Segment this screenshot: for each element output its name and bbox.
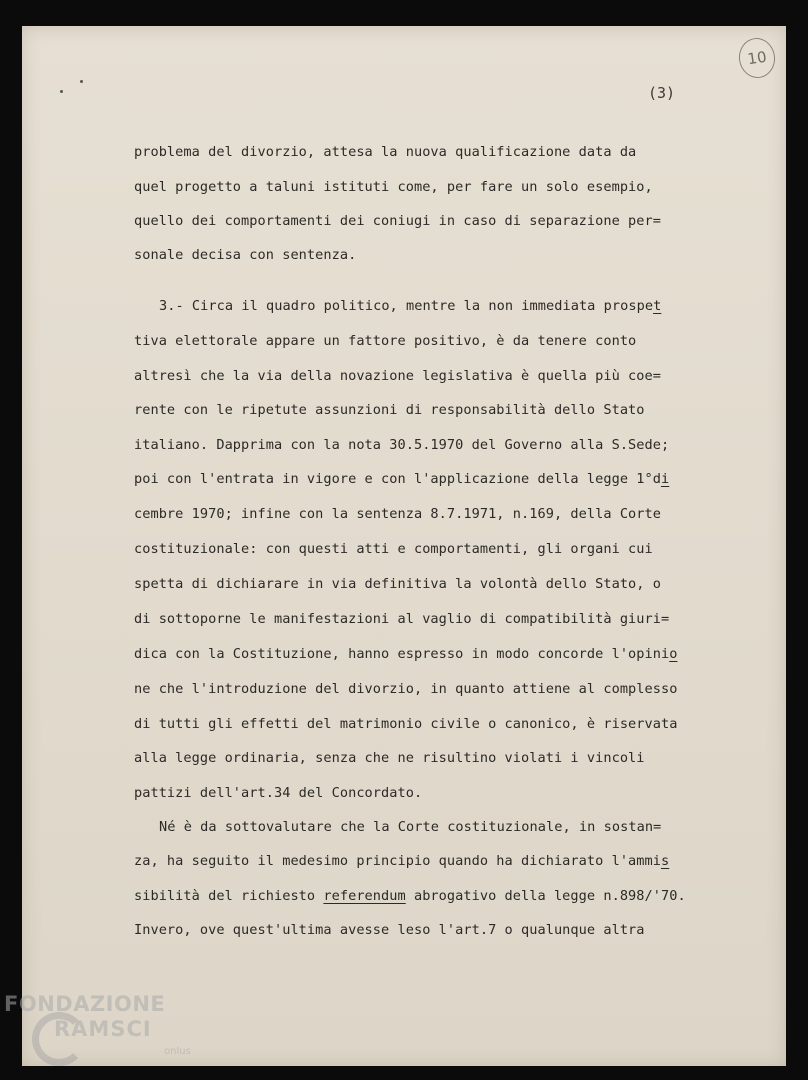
text-line: [134, 333, 636, 349]
text-segment: spetta di dichiarare in via definitiva la volontà dello Stato, o: [134, 576, 661, 592]
text-segment: 3.- Circa il quadro politico, mentre la non immediata prospe: [159, 298, 654, 314]
text-line: [159, 819, 661, 835]
watermark-line: onlus: [164, 1046, 191, 1057]
paper-speck: [80, 80, 83, 83]
text-segment: rente con le ripetute assunzioni di responsabilità dello Stato: [134, 402, 645, 418]
text-line: [134, 576, 661, 592]
text-line: [134, 506, 661, 522]
fondazione-gramsci-watermark: [4, 990, 214, 1076]
text-line: [134, 541, 653, 557]
text-segment: di sottoporne le manifestazioni al vaglio di compatibilità giuri=: [134, 611, 670, 627]
text-line: [134, 144, 636, 160]
text-segment: tiva elettorale appare un fattore positivo, è da tenere conto: [134, 333, 637, 349]
text-line: [134, 716, 677, 732]
text-segment: italiano. Dapprima con la nota 30.5.1970 del Governo alla S.Sede;: [134, 437, 670, 453]
text-segment: altresì che la via della novazione legislativa è quella più coe=: [134, 368, 661, 384]
text-segment: quello dei comportamenti dei coniugi in caso di separazione per=: [134, 213, 661, 229]
text-segment: sibilità del richiesto: [134, 888, 324, 904]
text-segment: costituzionale: con questi atti e comportamenti, gli organi cui: [134, 541, 653, 557]
text-line: [134, 213, 661, 229]
text-line: [134, 785, 422, 801]
text-line: [134, 368, 661, 384]
text-segment: alla legge ordinaria, senza che ne risultino violati i vincoli: [134, 750, 645, 766]
page-number: (3): [648, 84, 676, 102]
text-segment: cembre 1970; infine con la sentenza 8.7.1971, n.169, della Corte: [134, 506, 661, 522]
text-line: [134, 179, 653, 195]
underlined-text: t: [653, 298, 662, 314]
text-segment: di tutti gli effetti del matrimonio civile o canonico, è riservata: [134, 716, 678, 732]
text-line: [134, 853, 669, 869]
text-line: [134, 646, 677, 662]
text-line: [134, 681, 677, 697]
paper-speck: [60, 90, 63, 93]
text-line: [159, 298, 661, 314]
text-line: [134, 471, 669, 487]
text-segment: sonale decisa con sentenza.: [134, 247, 357, 263]
underlined-text: referendum: [323, 888, 406, 904]
archive-number-stamp: 10: [736, 36, 777, 81]
text-segment: za, ha seguito il medesimo principio quando ha dichiarato l'ammi: [134, 853, 661, 869]
text-line: [134, 888, 686, 904]
underlined-text: i: [660, 471, 670, 487]
text-segment: Invero, ove quest'ultima avesse leso l'art.7 o qualunque altra: [134, 922, 645, 938]
text-line: [134, 922, 645, 938]
watermark-line: FONDAZIONE: [4, 992, 166, 1016]
underlined-text: o: [669, 646, 678, 662]
text-segment: problema del divorzio, attesa la nuova qualificazione data da: [134, 144, 637, 160]
text-segment: quel progetto a taluni istituti come, per fare un solo esempio,: [134, 179, 653, 195]
text-line: [134, 247, 356, 263]
underlined-text: s: [660, 853, 670, 869]
text-segment: ne che l'introduzione del divorzio, in quanto attiene al complesso: [134, 681, 678, 697]
text-line: [134, 437, 669, 453]
text-segment: Né è da sottovalutare che la Corte costituzionale, in sostan=: [159, 819, 662, 835]
text-segment: poi con l'entrata in vigore e con l'applicazione della legge 1°d: [134, 471, 661, 487]
text-line: [134, 750, 645, 766]
text-segment: dica con la Costituzione, hanno espresso in modo concorde l'opini: [134, 646, 670, 662]
text-segment: pattizi dell'art.34 del Concordato.: [134, 785, 423, 801]
text-line: [134, 402, 645, 418]
text-segment: abrogativo della legge n.898/'70.: [405, 888, 686, 904]
watermark-line: RAMSCI: [54, 1017, 152, 1041]
text-line: [134, 611, 669, 627]
